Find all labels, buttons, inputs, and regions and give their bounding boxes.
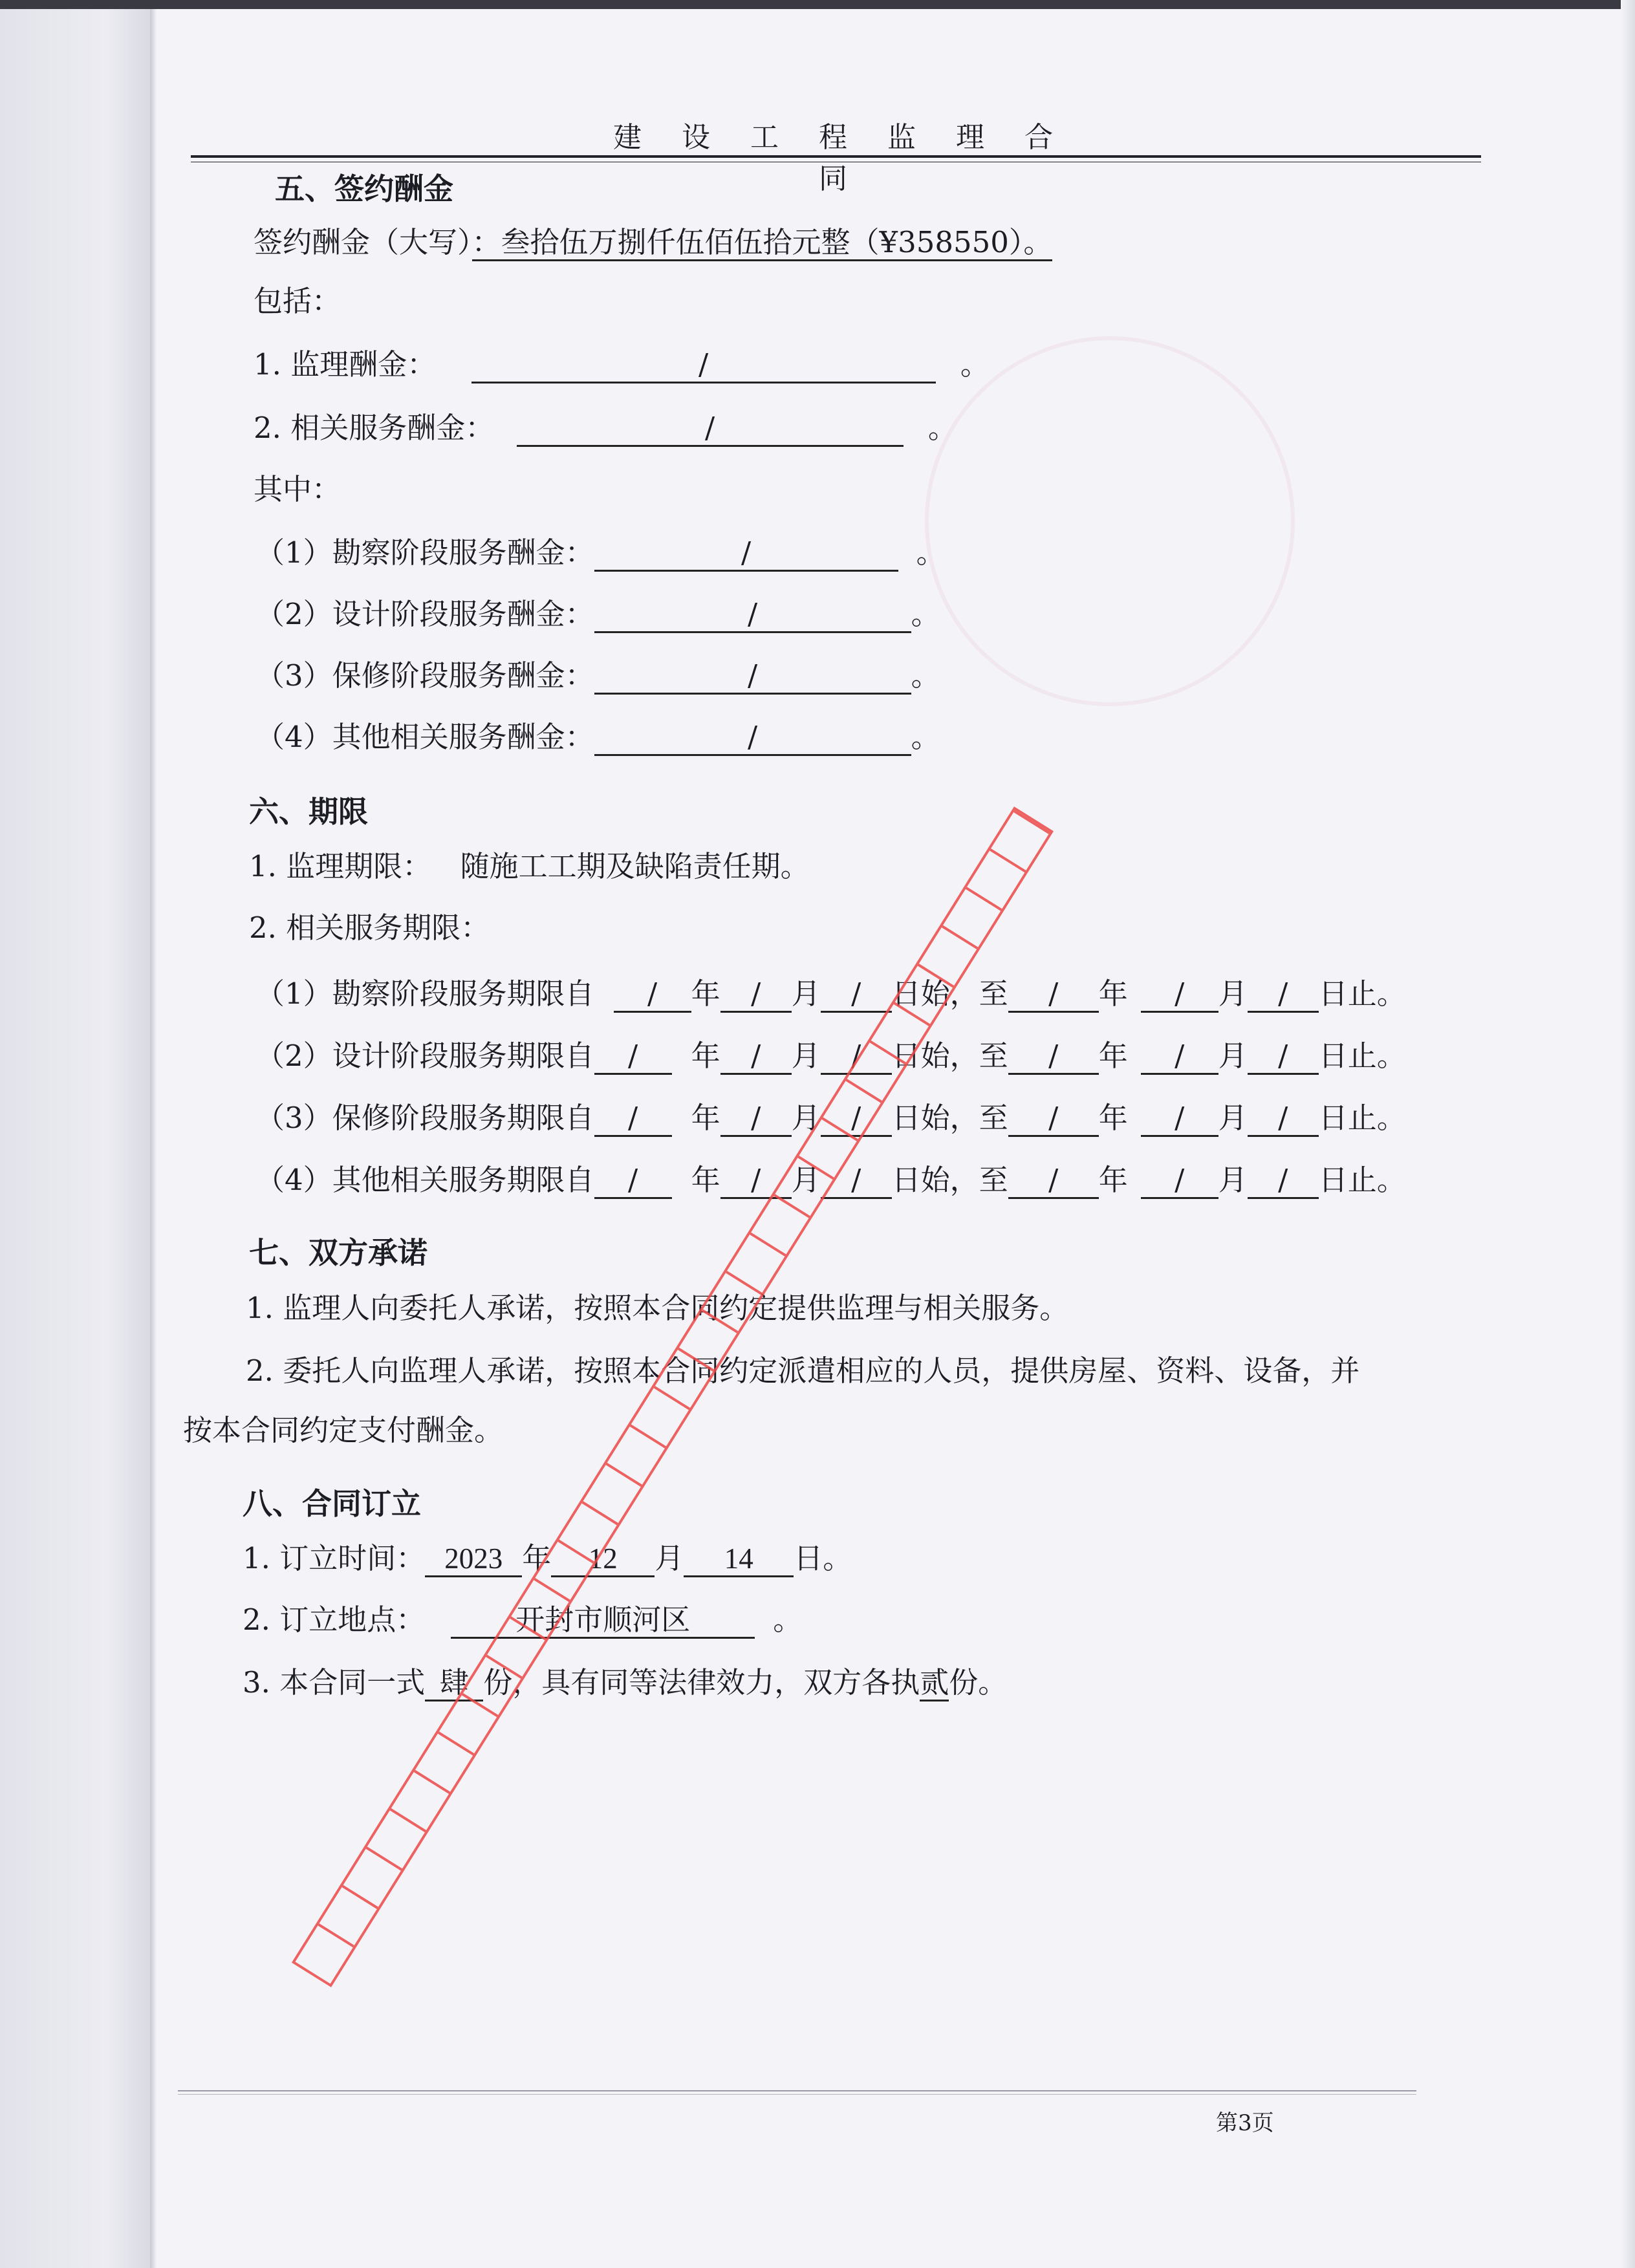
month-unit: 月 xyxy=(791,1163,821,1197)
page-number: 第3页 xyxy=(1216,2110,1274,2136)
includes-label: 包括： xyxy=(254,284,341,318)
copies-prefix: 3. 本合同一式 xyxy=(243,1665,426,1700)
year-unit: 年 xyxy=(1098,1039,1128,1073)
fee-item-2 xyxy=(255,595,940,634)
section8-heading: 八、合同订立 xyxy=(243,1486,421,1521)
fee-item-label: （3）保修阶段服务酬金： xyxy=(255,658,594,693)
period-label: （1）勘察阶段服务期限自 xyxy=(255,977,594,1011)
fee-item-label: （4）其他相关服务酬金： xyxy=(255,720,594,754)
fee-item-3 xyxy=(255,656,940,695)
period-end-year: / xyxy=(1008,1163,1099,1199)
fee-item-label: （1）勘察阶段服务酬金： xyxy=(255,535,594,570)
binding-margin xyxy=(0,0,152,2268)
fee-item-value: / xyxy=(594,720,911,756)
period-end-day: / xyxy=(1248,1101,1319,1137)
month-unit: 月 xyxy=(1218,1163,1248,1197)
copies-each: 贰 xyxy=(920,1665,949,1701)
fee-item-value: / xyxy=(594,659,911,695)
period-start-year: / xyxy=(594,1101,672,1137)
month-unit: 月 xyxy=(791,977,821,1011)
period-end-year: / xyxy=(1008,1101,1099,1137)
commitment-2-line2: 按本合同约定支付酬金。 xyxy=(183,1413,504,1447)
period-start-day: / xyxy=(821,1163,892,1199)
related-fee-label: 2. 相关服务酬金： xyxy=(254,411,495,445)
period-start-day: / xyxy=(821,1039,892,1075)
period-start-year: / xyxy=(594,1163,672,1199)
day-start-text: 日始，至 xyxy=(891,977,1008,1011)
period-end-day: / xyxy=(1248,1039,1319,1075)
month-unit: 月 xyxy=(655,1541,684,1575)
month-unit: 月 xyxy=(1218,1101,1248,1135)
header-rule xyxy=(191,155,1481,158)
period-start-month: / xyxy=(720,977,792,1013)
period-end-month: / xyxy=(1141,1163,1218,1199)
year-unit: 年 xyxy=(522,1541,552,1575)
month-unit: 月 xyxy=(1218,1039,1248,1073)
fee-item-label: （2）设计阶段服务酬金： xyxy=(255,597,594,631)
period-end-day: / xyxy=(1248,1163,1319,1199)
period-label: （2）设计阶段服务期限自 xyxy=(255,1039,594,1073)
month-unit: 月 xyxy=(1218,977,1248,1011)
year-unit: 年 xyxy=(1098,1163,1128,1197)
related-fee-value: / xyxy=(517,411,904,447)
year-unit: 年 xyxy=(691,977,720,1011)
contract-fee-label: 签约酬金（大写） xyxy=(254,225,472,259)
period-end-day: / xyxy=(1248,977,1319,1013)
supervision-fee-label: 1. 监理酬金： xyxy=(254,347,437,382)
period-row-1 xyxy=(255,975,1406,1013)
fee-item-end: 。 xyxy=(911,720,940,754)
contract-fee-line xyxy=(254,223,1052,262)
faint-seal-bleed xyxy=(925,336,1295,706)
month-unit: 月 xyxy=(791,1101,821,1135)
commitment-2-line1: 2. 委托人向监理人承诺，按照本合同约定派遣相应的人员，提供房屋、资料、设备，并 xyxy=(246,1354,1360,1388)
contract-fee-value: ：叁拾伍万捌仟伍佰伍拾元整（¥358550）。 xyxy=(472,225,1053,261)
fee-item-value: / xyxy=(594,536,898,572)
day-start-text: 日始，至 xyxy=(891,1039,1008,1073)
year-unit: 年 xyxy=(1098,977,1128,1011)
section7-heading: 七、双方承诺 xyxy=(249,1235,428,1270)
signing-place-value: 开封市顺河区 xyxy=(451,1603,755,1639)
period-start-day: / xyxy=(821,1101,892,1137)
fee-item-end: 。 xyxy=(916,535,946,570)
related-period-label: 2. 相关服务期限： xyxy=(249,911,490,945)
day-end-text: 日止。 xyxy=(1318,977,1406,1011)
footer-rule xyxy=(178,2090,1416,2091)
day-start-text: 日始，至 xyxy=(891,1101,1008,1135)
period-label: （4）其他相关服务期限自 xyxy=(255,1163,594,1197)
document-header-title: 建 设 工 程 监 理 合 同 xyxy=(613,121,1068,195)
related-fee-end: 。 xyxy=(927,411,957,445)
related-fee-line xyxy=(254,409,957,448)
supervision-period-value: 随施工工期及缺陷责任期。 xyxy=(460,849,810,883)
period-end-month: / xyxy=(1141,1101,1218,1137)
copies-count: 肆 xyxy=(425,1666,483,1701)
period-row-2 xyxy=(255,1037,1406,1075)
year-unit: 年 xyxy=(1098,1101,1128,1135)
period-end-month: / xyxy=(1141,977,1218,1013)
period-end-month: / xyxy=(1141,1039,1218,1075)
copies-line xyxy=(243,1663,1007,1702)
section6-heading: 六、期限 xyxy=(249,794,368,829)
day-end-text: 日止。 xyxy=(1318,1039,1406,1073)
fee-item-value: / xyxy=(594,598,911,633)
scan-top-edge xyxy=(0,0,1635,9)
signing-place-label: 2. 订立地点： xyxy=(243,1603,426,1637)
copies-end: 份。 xyxy=(949,1665,1008,1700)
supervision-period-line xyxy=(249,847,810,886)
year-unit: 年 xyxy=(691,1039,720,1073)
year-unit: 年 xyxy=(691,1163,720,1197)
supervision-fee-line xyxy=(254,345,990,384)
copies-mid: 份，具有同等法律效力，双方各执 xyxy=(483,1665,920,1700)
day-start-text: 日始，至 xyxy=(891,1163,1008,1197)
period-start-day: / xyxy=(821,977,892,1013)
day-end-text: 日止。 xyxy=(1318,1101,1406,1135)
signing-month: 12 xyxy=(551,1542,655,1577)
signing-date-label: 1. 订立时间： xyxy=(243,1541,426,1575)
period-start-month: / xyxy=(720,1101,792,1137)
period-end-year: / xyxy=(1008,1039,1099,1075)
day-unit: 日。 xyxy=(794,1541,852,1575)
period-start-year: / xyxy=(594,1039,672,1075)
day-end-text: 日止。 xyxy=(1318,1163,1406,1197)
binding-edge xyxy=(150,0,157,2268)
period-start-year: / xyxy=(614,977,691,1013)
period-end-year: / xyxy=(1008,977,1099,1013)
fee-item-end: 。 xyxy=(911,658,940,693)
fee-item-1 xyxy=(255,534,946,572)
commitment-1: 1. 监理人向委托人承诺，按照本合同约定提供监理与相关服务。 xyxy=(246,1291,1069,1325)
fee-item-end: 。 xyxy=(911,597,940,631)
signing-year: 2023 xyxy=(425,1542,522,1577)
footer-rule-thin xyxy=(178,2094,1416,2095)
supervision-period-label: 1. 监理期限： xyxy=(249,849,432,883)
period-start-month: / xyxy=(720,1163,792,1199)
year-unit: 年 xyxy=(691,1101,720,1135)
supervision-fee-end: 。 xyxy=(960,347,990,382)
period-start-month: / xyxy=(720,1039,792,1075)
scan-right-edge xyxy=(1621,0,1635,2268)
signing-day: 14 xyxy=(684,1542,794,1577)
supervision-fee-value: / xyxy=(471,348,936,383)
month-unit: 月 xyxy=(791,1039,821,1073)
section5-heading: 五、签约酬金 xyxy=(275,171,453,206)
period-label: （3）保修阶段服务期限自 xyxy=(255,1101,594,1135)
among-label: 其中： xyxy=(254,472,341,506)
signing-place-end: 。 xyxy=(773,1603,803,1637)
fee-item-4 xyxy=(255,718,940,757)
